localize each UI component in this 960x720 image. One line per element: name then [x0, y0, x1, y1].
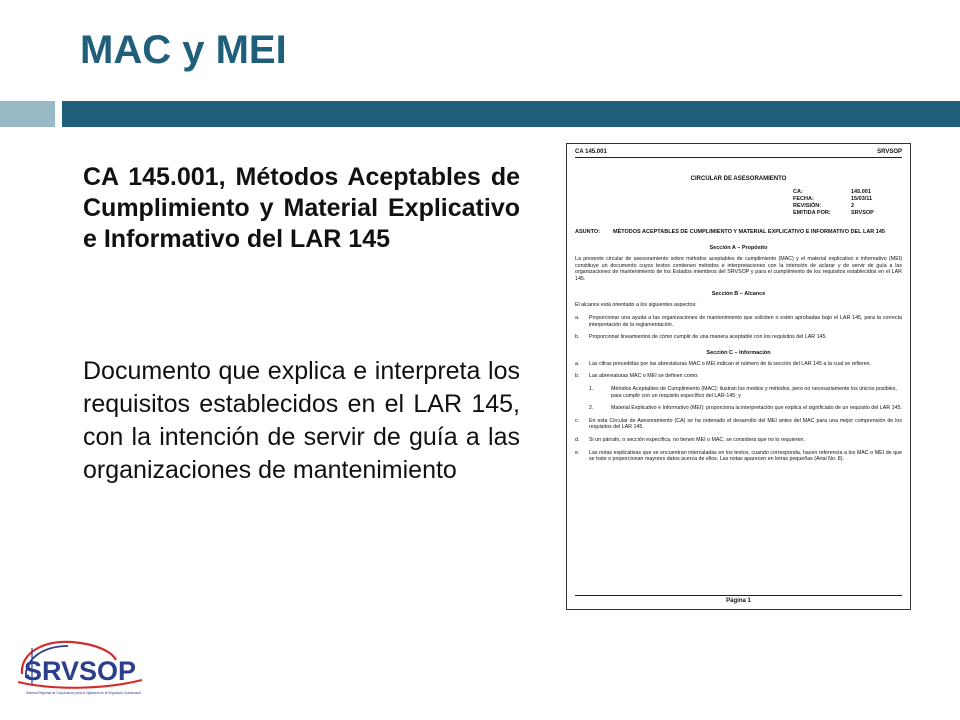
list-item: a. Las cifras precedidas por las abreviaturas MAC o MEI indican el número de la sección del LAR 145 a la cual se refieren.	[575, 360, 872, 367]
list-item: e. Las notas explicativas que se encuentran intercaladas en los textos, cuando corresponda, hacen referencia a los MAC o MEI de que se trate o proporcionan mayores datos acerca de ellos. Las notas aparecen en letras pequeñas (Arial No. 8).	[575, 449, 902, 463]
sub-list-item: 1. Métodos Aceptables de Cumplimiento (MAC): ilustran los medios y métodos, pero no necesariamente los únicos posibles, para cumplir con un requisito específico del LAR-145; y	[589, 385, 897, 399]
paragraph-description: Documento que explica e interpreta los requisitos establecidos en el LAR 145, con la intención de servir de guía a las organizaciones de mantenimiento	[83, 357, 520, 484]
section-a-text: La presente circular de asesoramiento sobre métodos aceptables de cumplimiento (MAC) y el material explicativo e informativo (MEI) constituye un documento cuyos textos contienen métodos e interpretaciones con la intención de aclarar y de servir de guía a las organizaciones de mantenimiento de los Estados miembros del SRVSOP y para el cumplimiento de los requisitos establecidos en el LAR 145.	[575, 256, 902, 282]
document-header-left: CA 145.001	[575, 149, 607, 155]
meta-row: FECHA: 15/03/11	[793, 196, 873, 202]
section-a-heading: Sección A – Propósito	[709, 245, 768, 251]
slide-title: MAC y MEI	[80, 28, 287, 72]
list-item: b. Proporcionar lineamientos de cómo cumplir de una manera aceptable con los requisitos del LAR 145.	[575, 334, 827, 341]
srvsop-logo	[12, 636, 147, 698]
list-item: d. Si un párrafo, o sección específica, no tienen MEI o MAC, se considera que no lo requieren.	[575, 436, 805, 443]
sub-list-item: 2. Material Explicativo e Informativo (MEI): proporciona la interpretación que explica el significado de un requisito del LAR 145.	[589, 405, 902, 412]
meta-row: REVISIÓN: 2	[793, 203, 855, 209]
document-thumbnail	[566, 143, 911, 610]
paragraph-document-name: CA 145.001, Métodos Aceptables de Cumplimiento y Material Explicativo e Informativo del LAR 145	[83, 163, 520, 253]
list-item: a. Proporcionar una ayuda a las organizaciones de mantenimiento que soliciten o estén aprobadas bajo el LAR 145, para la correcta interpretación de la reglamentación.	[575, 314, 902, 328]
document-header	[575, 149, 902, 158]
meta-row: CA: 145.001	[793, 189, 871, 195]
list-item: b. Las abreviaturas MAC o MEI se definen como:	[575, 373, 699, 380]
accent-bar-dark	[62, 101, 960, 127]
meta-row: EMITIDA POR: SRVSOP	[793, 210, 874, 216]
list-item: c. En esta Circular de Asesoramiento (CA) se ha ordenado el desarrollo del MEI antes del MAC para una mejor comprensión de los requisitos del LAR 145.	[575, 417, 902, 431]
section-b-heading: Sección B – Alcance	[711, 291, 766, 298]
logo-caption: Sistema Regional de Cooperación para la Vigilancia de la Seguridad Operacional	[26, 691, 141, 695]
section-c-heading: Sección C – Información	[706, 349, 771, 356]
document-subject: ASUNTO: MÉTODOS ACEPTABLES DE CUMPLIMIENTO Y MATERIAL EXPLICATIVO E INFORMATIVO DEL LAR 145	[575, 229, 885, 235]
document-meta	[793, 189, 902, 217]
logo-text: SRVSOP	[24, 656, 137, 686]
document-title: CIRCULAR DE ASESORAMIENTO	[690, 176, 787, 182]
accent-bar-light	[0, 101, 55, 127]
document-footer: Página 1	[575, 595, 902, 604]
section-b-intro: El alcance está orientado a los siguientes aspectos:	[575, 302, 697, 309]
document-header-right: SRVSOP	[877, 149, 902, 155]
